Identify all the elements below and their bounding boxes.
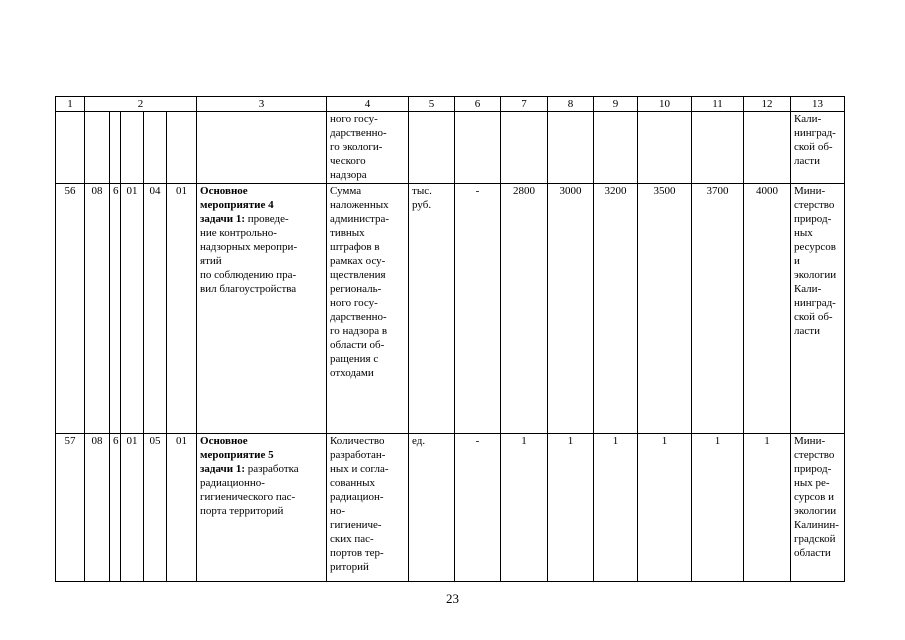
indicator (327, 434, 409, 582)
value-c10: 3500 (638, 184, 692, 434)
code-segment (110, 112, 121, 184)
responsible (791, 434, 845, 582)
text-line: отходами (330, 367, 374, 379)
text-line: по соблюдению пра- (200, 269, 297, 281)
value-c7: 1 (501, 434, 548, 582)
unit (409, 184, 455, 434)
code-segment (167, 112, 197, 184)
header-cell-6: 6 (455, 97, 501, 112)
text-line: гигиенического пас- (200, 491, 296, 503)
text-line: градской (794, 533, 836, 545)
header-cell-4: 4 (327, 97, 409, 112)
task-label: задачи 1: (200, 463, 246, 475)
text-line: мероприятие 5 (200, 449, 274, 461)
header-cell-7: 7 (501, 97, 548, 112)
row-number: 56 (56, 184, 85, 434)
header-cell-2: 2 (85, 97, 197, 112)
value-c12: 1 (744, 434, 791, 582)
text-line: природ- (794, 463, 832, 475)
value-c10 (638, 112, 692, 184)
text-line: ских пас- (330, 533, 374, 545)
indicator (327, 112, 409, 184)
text-line: штрафов в (330, 241, 380, 253)
value-c6: - (455, 184, 501, 434)
value-c8 (548, 112, 594, 184)
text-line: вил благоустройства (200, 283, 297, 295)
text-line: но- (330, 505, 346, 517)
text-line: ных и согла- (330, 463, 389, 475)
text-line: экологии (794, 269, 837, 281)
value-c11: 3700 (692, 184, 744, 434)
text-fragment: проведе- (245, 213, 289, 225)
text-line: радиационно- (200, 477, 265, 489)
text-line: ного госу- (330, 297, 378, 309)
text-line: ресурсов (794, 241, 836, 253)
text-line: ской об- (794, 141, 833, 153)
text-line: Кали- (794, 113, 822, 125)
table-row (56, 434, 845, 582)
row-number: 57 (56, 434, 85, 582)
text-line: экологии (794, 505, 837, 517)
unit (409, 434, 455, 582)
header-cell-13: 13 (791, 97, 845, 112)
header-cell-9: 9 (594, 97, 638, 112)
text-line: Сумма (330, 185, 362, 197)
text-line: надзорных меропри- (200, 241, 298, 253)
header-cell-1: 1 (56, 97, 85, 112)
code-segment: 6 (110, 184, 121, 434)
activity-name (197, 184, 327, 434)
text-line: ед. (412, 435, 426, 447)
text-line: Мини- (794, 435, 826, 447)
value-c8: 1 (548, 434, 594, 582)
text-line: Основное (200, 185, 248, 197)
text-line: надзора (330, 169, 367, 181)
text-line: ласти (794, 155, 820, 167)
code-segment: 01 (167, 434, 197, 582)
header-cell-11: 11 (692, 97, 744, 112)
row-number (56, 112, 85, 184)
text-line: ласти (794, 325, 820, 337)
text-line: тивных (330, 227, 365, 239)
code-segment: 01 (167, 184, 197, 434)
code-segment: 6 (110, 434, 121, 582)
header-cell-3: 3 (197, 97, 327, 112)
value-c9: 1 (594, 434, 638, 582)
value-c6 (455, 112, 501, 184)
program-table (55, 96, 845, 582)
text-line: ных (794, 227, 813, 239)
text-line: природ- (794, 213, 832, 225)
text-line: ние контрольно- (200, 227, 277, 239)
text-line: Мини- (794, 185, 826, 197)
task-label: задачи 1: (200, 213, 246, 225)
value-c7 (501, 112, 548, 184)
text-line: области (794, 547, 831, 559)
text-line: мероприятие 4 (200, 199, 274, 211)
text-line: сурсов и (794, 491, 834, 503)
activity-name (197, 434, 327, 582)
text-line: региональ- (330, 283, 382, 295)
text-line: разработан- (330, 449, 386, 461)
text-line: риторий (330, 561, 369, 573)
indicator (327, 184, 409, 434)
text-line: ской об- (794, 311, 833, 323)
text-line: ных ре- (794, 477, 830, 489)
value-c11: 1 (692, 434, 744, 582)
text-line: Основное (200, 435, 248, 447)
text-line: наложенных (330, 199, 389, 211)
header-cell-12: 12 (744, 97, 791, 112)
text-fragment: разработка (245, 463, 299, 475)
value-c9 (594, 112, 638, 184)
text-line: области об- (330, 339, 385, 351)
code-segment (144, 112, 167, 184)
text-line: администра- (330, 213, 389, 225)
table-row (56, 112, 845, 184)
header-cell-8: 8 (548, 97, 594, 112)
text-line: го экологи- (330, 141, 383, 153)
value-c11 (692, 112, 744, 184)
text-line (200, 212, 323, 226)
text-line: портов тер- (330, 547, 384, 559)
code-segment: 01 (121, 434, 144, 582)
text-line: стерство (794, 199, 835, 211)
unit (409, 112, 455, 184)
value-c8: 3000 (548, 184, 594, 434)
text-line: руб. (412, 199, 432, 211)
code-segment: 08 (85, 184, 110, 434)
text-line: го надзора в (330, 325, 388, 337)
text-line: рамках осу- (330, 255, 386, 267)
text-line: нинград- (794, 297, 836, 309)
header-cell-10: 10 (638, 97, 692, 112)
value-c12 (744, 112, 791, 184)
text-line: Кали- (794, 283, 822, 295)
text-line: порта территорий (200, 505, 284, 517)
code-segment: 04 (144, 184, 167, 434)
code-segment (85, 112, 110, 184)
text-line: сованных (330, 477, 375, 489)
text-line: ного госу- (330, 113, 378, 125)
table-row (56, 184, 845, 434)
page-number: 23 (446, 591, 459, 606)
text-line: радиацион- (330, 491, 384, 503)
text-line: Количество (330, 435, 385, 447)
text-line: ращения с (330, 353, 379, 365)
header-cell-5: 5 (409, 97, 455, 112)
text-line: нинград- (794, 127, 836, 139)
code-segment: 08 (85, 434, 110, 582)
text-line: гигиениче- (330, 519, 382, 531)
value-c6: - (455, 434, 501, 582)
header-row (56, 97, 845, 112)
value-c7: 2800 (501, 184, 548, 434)
text-line: стерство (794, 449, 835, 461)
value-c12: 4000 (744, 184, 791, 434)
text-line: ятий (200, 255, 222, 267)
responsible (791, 184, 845, 434)
text-line: ческого (330, 155, 366, 167)
text-line: тыс. (412, 185, 432, 197)
text-line: ществления (330, 269, 386, 281)
text-line: Калинин- (794, 519, 839, 531)
code-segment: 01 (121, 184, 144, 434)
responsible (791, 112, 845, 184)
activity-name (197, 112, 327, 184)
value-c9: 3200 (594, 184, 638, 434)
code-segment (121, 112, 144, 184)
text-line (200, 462, 323, 476)
code-segment: 05 (144, 434, 167, 582)
text-line: дарственно- (330, 311, 387, 323)
value-c10: 1 (638, 434, 692, 582)
text-line: дарственно- (330, 127, 387, 139)
text-line: и (794, 255, 800, 267)
